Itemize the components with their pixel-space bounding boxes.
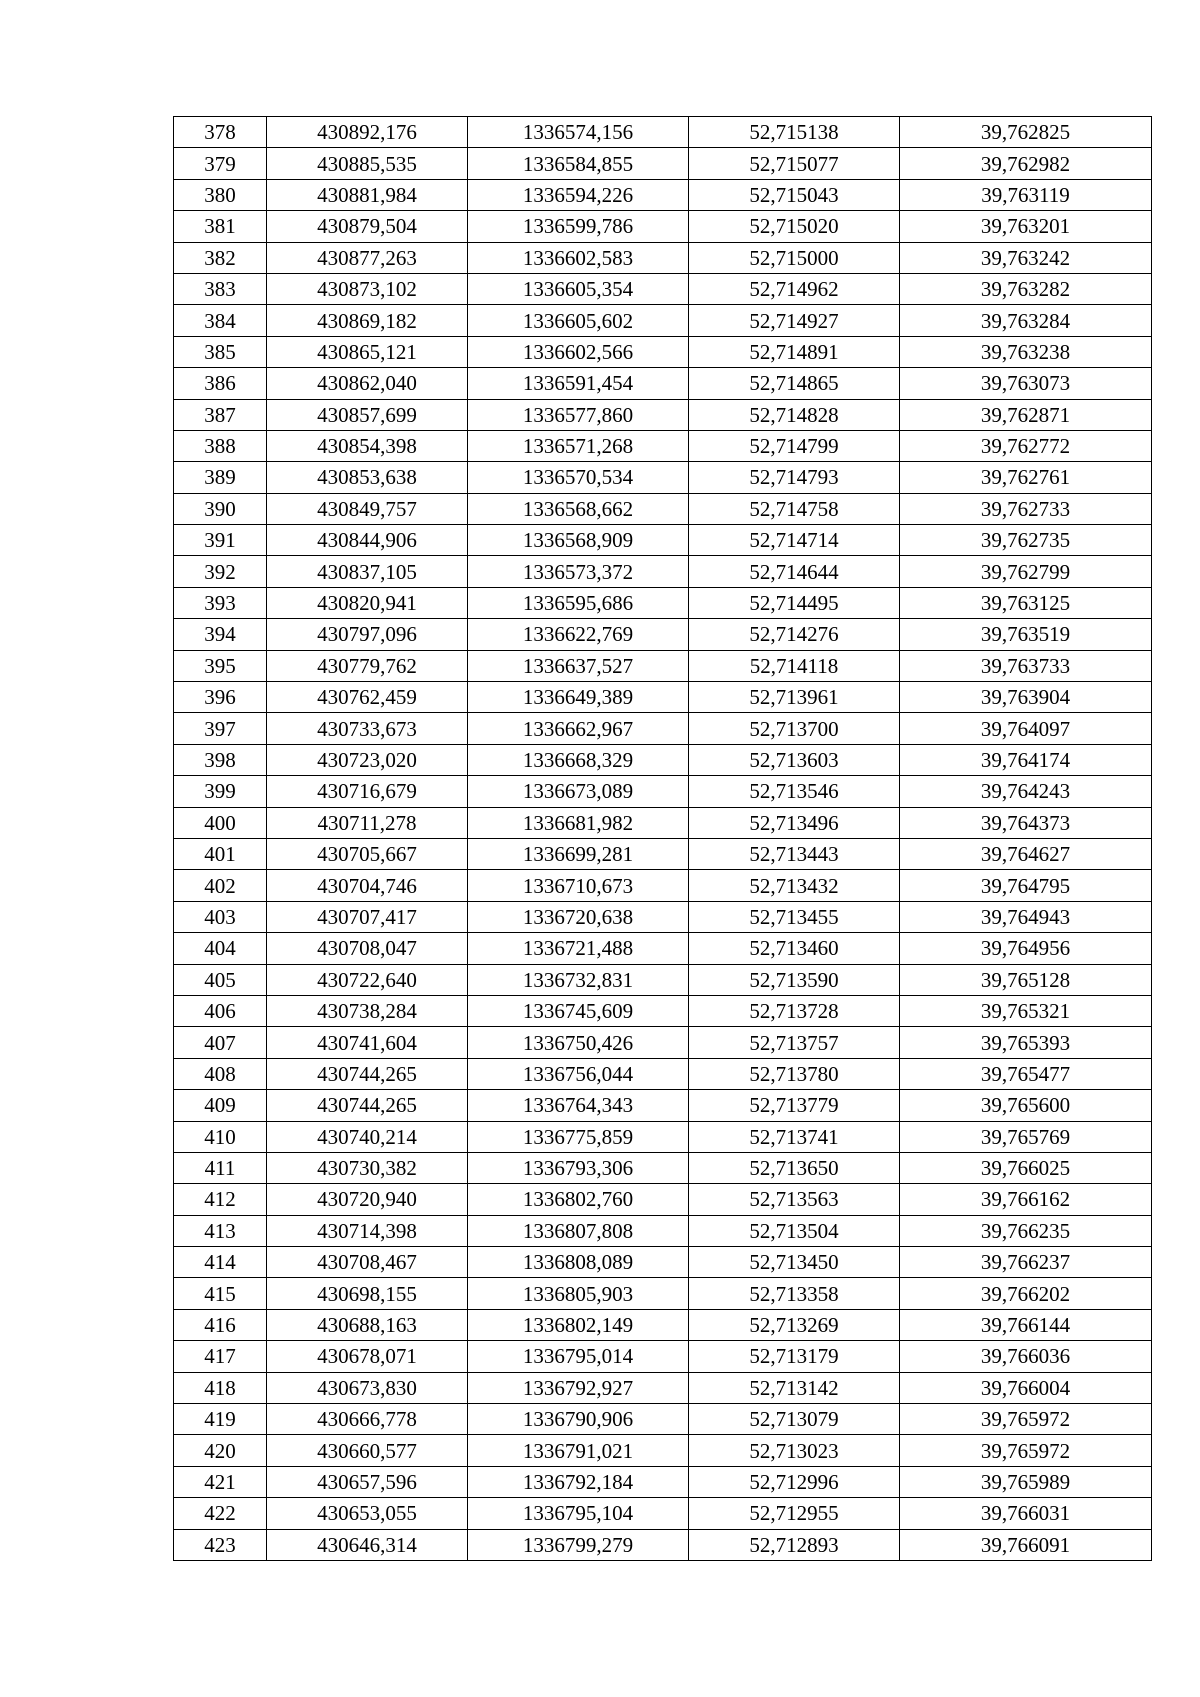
point-number-cell: 409 [174, 1090, 267, 1121]
y-coordinate-cell: 1336568,909 [468, 525, 689, 556]
x-coordinate-cell: 430723,020 [267, 744, 468, 775]
longitude-cell: 39,762735 [900, 525, 1152, 556]
latitude-cell: 52,715138 [689, 117, 900, 148]
latitude-cell: 52,714828 [689, 399, 900, 430]
longitude-cell: 39,763201 [900, 211, 1152, 242]
y-coordinate-cell: 1336799,279 [468, 1529, 689, 1560]
table-row [174, 619, 1152, 650]
point-number-cell: 411 [174, 1152, 267, 1183]
latitude-cell: 52,714799 [689, 430, 900, 461]
latitude-cell: 52,713961 [689, 682, 900, 713]
x-coordinate-cell: 430714,398 [267, 1215, 468, 1246]
longitude-cell: 39,766031 [900, 1498, 1152, 1529]
longitude-cell: 39,766004 [900, 1372, 1152, 1403]
longitude-cell: 39,763125 [900, 587, 1152, 618]
y-coordinate-cell: 1336594,226 [468, 179, 689, 210]
y-coordinate-cell: 1336570,534 [468, 462, 689, 493]
longitude-cell: 39,766025 [900, 1152, 1152, 1183]
latitude-cell: 52,715043 [689, 179, 900, 210]
table-row [174, 430, 1152, 461]
latitude-cell: 52,713432 [689, 870, 900, 901]
longitude-cell: 39,762733 [900, 493, 1152, 524]
table-row [174, 211, 1152, 242]
y-coordinate-cell: 1336681,982 [468, 807, 689, 838]
longitude-cell: 39,766237 [900, 1247, 1152, 1278]
point-number-cell: 422 [174, 1498, 267, 1529]
longitude-cell: 39,764097 [900, 713, 1152, 744]
table-row [174, 1121, 1152, 1152]
x-coordinate-cell: 430879,504 [267, 211, 468, 242]
longitude-cell: 39,765393 [900, 1027, 1152, 1058]
x-coordinate-cell: 430862,040 [267, 368, 468, 399]
latitude-cell: 52,713741 [689, 1121, 900, 1152]
longitude-cell: 39,766202 [900, 1278, 1152, 1309]
point-number-cell: 395 [174, 650, 267, 681]
y-coordinate-cell: 1336622,769 [468, 619, 689, 650]
latitude-cell: 52,713358 [689, 1278, 900, 1309]
table-row [174, 493, 1152, 524]
table-row [174, 117, 1152, 148]
latitude-cell: 52,714758 [689, 493, 900, 524]
x-coordinate-cell: 430688,163 [267, 1309, 468, 1340]
longitude-cell: 39,766162 [900, 1184, 1152, 1215]
x-coordinate-cell: 430707,417 [267, 901, 468, 932]
point-number-cell: 378 [174, 117, 267, 148]
latitude-cell: 52,713142 [689, 1372, 900, 1403]
table-row [174, 1498, 1152, 1529]
latitude-cell: 52,713780 [689, 1058, 900, 1089]
table-row [174, 1309, 1152, 1340]
point-number-cell: 416 [174, 1309, 267, 1340]
latitude-cell: 52,713179 [689, 1341, 900, 1372]
latitude-cell: 52,715020 [689, 211, 900, 242]
latitude-cell: 52,713023 [689, 1435, 900, 1466]
longitude-cell: 39,765477 [900, 1058, 1152, 1089]
longitude-cell: 39,764627 [900, 838, 1152, 869]
table-row [174, 1247, 1152, 1278]
x-coordinate-cell: 430853,638 [267, 462, 468, 493]
x-coordinate-cell: 430779,762 [267, 650, 468, 681]
table-row [174, 1027, 1152, 1058]
table-row [174, 587, 1152, 618]
longitude-cell: 39,763282 [900, 273, 1152, 304]
x-coordinate-cell: 430705,667 [267, 838, 468, 869]
table-row [174, 933, 1152, 964]
latitude-cell: 52,715000 [689, 242, 900, 273]
y-coordinate-cell: 1336808,089 [468, 1247, 689, 1278]
point-number-cell: 401 [174, 838, 267, 869]
point-number-cell: 414 [174, 1247, 267, 1278]
table-row [174, 682, 1152, 713]
point-number-cell: 384 [174, 305, 267, 336]
y-coordinate-cell: 1336591,454 [468, 368, 689, 399]
table-row [174, 1341, 1152, 1372]
point-number-cell: 388 [174, 430, 267, 461]
point-number-cell: 408 [174, 1058, 267, 1089]
x-coordinate-cell: 430708,467 [267, 1247, 468, 1278]
table-row [174, 336, 1152, 367]
point-number-cell: 391 [174, 525, 267, 556]
y-coordinate-cell: 1336775,859 [468, 1121, 689, 1152]
latitude-cell: 52,714793 [689, 462, 900, 493]
point-number-cell: 380 [174, 179, 267, 210]
x-coordinate-cell: 430722,640 [267, 964, 468, 995]
table-row [174, 1278, 1152, 1309]
point-number-cell: 381 [174, 211, 267, 242]
y-coordinate-cell: 1336764,343 [468, 1090, 689, 1121]
table-row [174, 870, 1152, 901]
x-coordinate-cell: 430653,055 [267, 1498, 468, 1529]
point-number-cell: 412 [174, 1184, 267, 1215]
latitude-cell: 52,713450 [689, 1247, 900, 1278]
y-coordinate-cell: 1336732,831 [468, 964, 689, 995]
table-row [174, 525, 1152, 556]
point-number-cell: 405 [174, 964, 267, 995]
latitude-cell: 52,713700 [689, 713, 900, 744]
x-coordinate-cell: 430892,176 [267, 117, 468, 148]
longitude-cell: 39,766235 [900, 1215, 1152, 1246]
table-row [174, 807, 1152, 838]
coordinates-table [173, 116, 1152, 1561]
y-coordinate-cell: 1336792,184 [468, 1466, 689, 1497]
y-coordinate-cell: 1336662,967 [468, 713, 689, 744]
y-coordinate-cell: 1336750,426 [468, 1027, 689, 1058]
y-coordinate-cell: 1336710,673 [468, 870, 689, 901]
longitude-cell: 39,762982 [900, 148, 1152, 179]
point-number-cell: 418 [174, 1372, 267, 1403]
latitude-cell: 52,712996 [689, 1466, 900, 1497]
point-number-cell: 390 [174, 493, 267, 524]
point-number-cell: 379 [174, 148, 267, 179]
x-coordinate-cell: 430708,047 [267, 933, 468, 964]
x-coordinate-cell: 430877,263 [267, 242, 468, 273]
y-coordinate-cell: 1336637,527 [468, 650, 689, 681]
latitude-cell: 52,713460 [689, 933, 900, 964]
longitude-cell: 39,763519 [900, 619, 1152, 650]
table-row [174, 1090, 1152, 1121]
latitude-cell: 52,713079 [689, 1404, 900, 1435]
latitude-cell: 52,713603 [689, 744, 900, 775]
point-number-cell: 407 [174, 1027, 267, 1058]
y-coordinate-cell: 1336571,268 [468, 430, 689, 461]
x-coordinate-cell: 430885,535 [267, 148, 468, 179]
y-coordinate-cell: 1336568,662 [468, 493, 689, 524]
y-coordinate-cell: 1336805,903 [468, 1278, 689, 1309]
longitude-cell: 39,762799 [900, 556, 1152, 587]
y-coordinate-cell: 1336721,488 [468, 933, 689, 964]
point-number-cell: 415 [174, 1278, 267, 1309]
table-row [174, 1058, 1152, 1089]
point-number-cell: 394 [174, 619, 267, 650]
point-number-cell: 382 [174, 242, 267, 273]
table-row [174, 650, 1152, 681]
latitude-cell: 52,715077 [689, 148, 900, 179]
y-coordinate-cell: 1336605,602 [468, 305, 689, 336]
x-coordinate-cell: 430660,577 [267, 1435, 468, 1466]
longitude-cell: 39,765600 [900, 1090, 1152, 1121]
x-coordinate-cell: 430698,155 [267, 1278, 468, 1309]
x-coordinate-cell: 430716,679 [267, 776, 468, 807]
latitude-cell: 52,713590 [689, 964, 900, 995]
point-number-cell: 392 [174, 556, 267, 587]
longitude-cell: 39,763284 [900, 305, 1152, 336]
table-row [174, 1215, 1152, 1246]
longitude-cell: 39,763119 [900, 179, 1152, 210]
y-coordinate-cell: 1336574,156 [468, 117, 689, 148]
x-coordinate-cell: 430657,596 [267, 1466, 468, 1497]
point-number-cell: 402 [174, 870, 267, 901]
point-number-cell: 398 [174, 744, 267, 775]
table-row [174, 713, 1152, 744]
latitude-cell: 52,714644 [689, 556, 900, 587]
x-coordinate-cell: 430881,984 [267, 179, 468, 210]
x-coordinate-cell: 430873,102 [267, 273, 468, 304]
y-coordinate-cell: 1336668,329 [468, 744, 689, 775]
y-coordinate-cell: 1336595,686 [468, 587, 689, 618]
longitude-cell: 39,765972 [900, 1435, 1152, 1466]
longitude-cell: 39,766036 [900, 1341, 1152, 1372]
x-coordinate-cell: 430666,778 [267, 1404, 468, 1435]
table-row [174, 179, 1152, 210]
table-row [174, 1435, 1152, 1466]
x-coordinate-cell: 430711,278 [267, 807, 468, 838]
point-number-cell: 385 [174, 336, 267, 367]
y-coordinate-cell: 1336602,566 [468, 336, 689, 367]
latitude-cell: 52,713443 [689, 838, 900, 869]
x-coordinate-cell: 430762,459 [267, 682, 468, 713]
x-coordinate-cell: 430733,673 [267, 713, 468, 744]
latitude-cell: 52,713563 [689, 1184, 900, 1215]
longitude-cell: 39,763238 [900, 336, 1152, 367]
y-coordinate-cell: 1336792,927 [468, 1372, 689, 1403]
longitude-cell: 39,763073 [900, 368, 1152, 399]
x-coordinate-cell: 430704,746 [267, 870, 468, 901]
longitude-cell: 39,765972 [900, 1404, 1152, 1435]
point-number-cell: 386 [174, 368, 267, 399]
point-number-cell: 417 [174, 1341, 267, 1372]
x-coordinate-cell: 430738,284 [267, 995, 468, 1026]
x-coordinate-cell: 430673,830 [267, 1372, 468, 1403]
y-coordinate-cell: 1336584,855 [468, 148, 689, 179]
latitude-cell: 52,713269 [689, 1309, 900, 1340]
x-coordinate-cell: 430869,182 [267, 305, 468, 336]
point-number-cell: 393 [174, 587, 267, 618]
y-coordinate-cell: 1336790,906 [468, 1404, 689, 1435]
point-number-cell: 421 [174, 1466, 267, 1497]
longitude-cell: 39,763242 [900, 242, 1152, 273]
latitude-cell: 52,714865 [689, 368, 900, 399]
y-coordinate-cell: 1336756,044 [468, 1058, 689, 1089]
longitude-cell: 39,765321 [900, 995, 1152, 1026]
point-number-cell: 413 [174, 1215, 267, 1246]
x-coordinate-cell: 430820,941 [267, 587, 468, 618]
longitude-cell: 39,764956 [900, 933, 1152, 964]
longitude-cell: 39,762871 [900, 399, 1152, 430]
longitude-cell: 39,765769 [900, 1121, 1152, 1152]
point-number-cell: 383 [174, 273, 267, 304]
x-coordinate-cell: 430740,214 [267, 1121, 468, 1152]
latitude-cell: 52,714276 [689, 619, 900, 650]
y-coordinate-cell: 1336649,389 [468, 682, 689, 713]
longitude-cell: 39,763733 [900, 650, 1152, 681]
table-row [174, 1466, 1152, 1497]
longitude-cell: 39,763904 [900, 682, 1152, 713]
latitude-cell: 52,714891 [689, 336, 900, 367]
latitude-cell: 52,713650 [689, 1152, 900, 1183]
y-coordinate-cell: 1336720,638 [468, 901, 689, 932]
latitude-cell: 52,714714 [689, 525, 900, 556]
y-coordinate-cell: 1336745,609 [468, 995, 689, 1026]
point-number-cell: 423 [174, 1529, 267, 1560]
x-coordinate-cell: 430678,071 [267, 1341, 468, 1372]
point-number-cell: 404 [174, 933, 267, 964]
y-coordinate-cell: 1336793,306 [468, 1152, 689, 1183]
latitude-cell: 52,713779 [689, 1090, 900, 1121]
y-coordinate-cell: 1336573,372 [468, 556, 689, 587]
longitude-cell: 39,764174 [900, 744, 1152, 775]
latitude-cell: 52,713757 [689, 1027, 900, 1058]
latitude-cell: 52,714495 [689, 587, 900, 618]
x-coordinate-cell: 430741,604 [267, 1027, 468, 1058]
y-coordinate-cell: 1336802,760 [468, 1184, 689, 1215]
table-row [174, 305, 1152, 336]
longitude-cell: 39,762825 [900, 117, 1152, 148]
latitude-cell: 52,712893 [689, 1529, 900, 1560]
x-coordinate-cell: 430857,699 [267, 399, 468, 430]
y-coordinate-cell: 1336795,014 [468, 1341, 689, 1372]
table-row [174, 1372, 1152, 1403]
point-number-cell: 420 [174, 1435, 267, 1466]
x-coordinate-cell: 430849,757 [267, 493, 468, 524]
point-number-cell: 397 [174, 713, 267, 744]
x-coordinate-cell: 430837,105 [267, 556, 468, 587]
y-coordinate-cell: 1336699,281 [468, 838, 689, 869]
y-coordinate-cell: 1336602,583 [468, 242, 689, 273]
latitude-cell: 52,714927 [689, 305, 900, 336]
table-row [174, 462, 1152, 493]
point-number-cell: 403 [174, 901, 267, 932]
y-coordinate-cell: 1336791,021 [468, 1435, 689, 1466]
point-number-cell: 399 [174, 776, 267, 807]
latitude-cell: 52,713455 [689, 901, 900, 932]
latitude-cell: 52,713496 [689, 807, 900, 838]
longitude-cell: 39,762761 [900, 462, 1152, 493]
point-number-cell: 387 [174, 399, 267, 430]
latitude-cell: 52,713546 [689, 776, 900, 807]
y-coordinate-cell: 1336577,860 [468, 399, 689, 430]
x-coordinate-cell: 430744,265 [267, 1090, 468, 1121]
y-coordinate-cell: 1336673,089 [468, 776, 689, 807]
table-row [174, 744, 1152, 775]
latitude-cell: 52,713728 [689, 995, 900, 1026]
table-row [174, 776, 1152, 807]
table-row [174, 148, 1152, 179]
y-coordinate-cell: 1336795,104 [468, 1498, 689, 1529]
x-coordinate-cell: 430730,382 [267, 1152, 468, 1183]
latitude-cell: 52,713504 [689, 1215, 900, 1246]
table-row [174, 995, 1152, 1026]
y-coordinate-cell: 1336802,149 [468, 1309, 689, 1340]
y-coordinate-cell: 1336599,786 [468, 211, 689, 242]
point-number-cell: 389 [174, 462, 267, 493]
point-number-cell: 396 [174, 682, 267, 713]
longitude-cell: 39,764943 [900, 901, 1152, 932]
coordinates-table-body [174, 117, 1152, 1561]
table-row [174, 1529, 1152, 1560]
table-row [174, 964, 1152, 995]
longitude-cell: 39,764243 [900, 776, 1152, 807]
table-row [174, 556, 1152, 587]
x-coordinate-cell: 430797,096 [267, 619, 468, 650]
table-row [174, 273, 1152, 304]
longitude-cell: 39,762772 [900, 430, 1152, 461]
x-coordinate-cell: 430646,314 [267, 1529, 468, 1560]
x-coordinate-cell: 430844,906 [267, 525, 468, 556]
longitude-cell: 39,766144 [900, 1309, 1152, 1340]
x-coordinate-cell: 430744,265 [267, 1058, 468, 1089]
point-number-cell: 410 [174, 1121, 267, 1152]
x-coordinate-cell: 430720,940 [267, 1184, 468, 1215]
table-row [174, 1152, 1152, 1183]
latitude-cell: 52,714962 [689, 273, 900, 304]
longitude-cell: 39,764795 [900, 870, 1152, 901]
point-number-cell: 419 [174, 1404, 267, 1435]
table-row [174, 399, 1152, 430]
longitude-cell: 39,766091 [900, 1529, 1152, 1560]
table-row [174, 838, 1152, 869]
x-coordinate-cell: 430854,398 [267, 430, 468, 461]
table-row [174, 242, 1152, 273]
point-number-cell: 406 [174, 995, 267, 1026]
table-row [174, 368, 1152, 399]
longitude-cell: 39,765989 [900, 1466, 1152, 1497]
longitude-cell: 39,765128 [900, 964, 1152, 995]
latitude-cell: 52,712955 [689, 1498, 900, 1529]
y-coordinate-cell: 1336605,354 [468, 273, 689, 304]
latitude-cell: 52,714118 [689, 650, 900, 681]
longitude-cell: 39,764373 [900, 807, 1152, 838]
y-coordinate-cell: 1336807,808 [468, 1215, 689, 1246]
table-row [174, 901, 1152, 932]
table-row [174, 1404, 1152, 1435]
table-row [174, 1184, 1152, 1215]
x-coordinate-cell: 430865,121 [267, 336, 468, 367]
point-number-cell: 400 [174, 807, 267, 838]
